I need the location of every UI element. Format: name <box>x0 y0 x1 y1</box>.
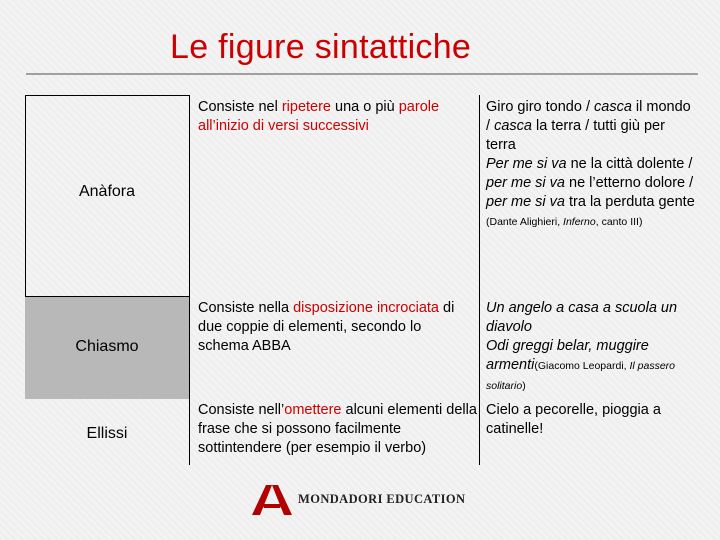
example-segment: Inferno <box>563 216 596 228</box>
publisher-logo <box>250 482 465 516</box>
example-segment: Un angelo a casa a scuola un diavolo <box>486 300 678 335</box>
example-chiasmo <box>486 299 700 396</box>
example-segment: ne l’etterno dolore / <box>564 175 694 191</box>
definition-segment: una o più <box>331 99 399 115</box>
title-divider <box>26 73 698 75</box>
example-segment: Giro giro tondo / <box>486 99 594 115</box>
example-segment: per me si va <box>486 175 565 191</box>
example-segment: il mondo / <box>486 99 691 134</box>
definition-segment: di due coppie di elementi, secondo lo schema ABBA <box>198 300 455 354</box>
table-row-divider-1 <box>25 296 189 297</box>
logo-text: MONDADORI EDUCATION <box>298 491 466 506</box>
example-segment: ne la città dolente / <box>566 156 693 172</box>
definition-segment: ripetere <box>281 99 331 115</box>
example-segment: , canto III) <box>595 216 643 228</box>
example-segment: Per me si va <box>486 156 567 172</box>
example-ellissi <box>486 401 698 439</box>
example-segment: (Giacomo Leopardi, <box>534 360 630 372</box>
example-segment: la terra / tutti giù per terra <box>486 118 665 153</box>
definition-segment: Consiste nel <box>198 99 282 115</box>
example-segment: tra la perduta gente <box>564 194 695 210</box>
definition-segment: omettere <box>284 402 342 418</box>
term-anafora: Anàfora <box>78 183 136 200</box>
example-segment: Cielo a pecorelle, pioggia a catinelle! <box>486 402 661 437</box>
example-anafora <box>486 98 698 232</box>
example-segment: per me si va <box>486 194 565 210</box>
term-ellissi: Ellissi <box>86 425 128 442</box>
definition-chiasmo <box>198 299 472 356</box>
definition-segment: Consiste nella <box>198 300 294 316</box>
table-col-divider-1 <box>189 95 190 465</box>
table-top-border <box>25 95 189 96</box>
definition-segment: parole all’inizio di versi successivi <box>198 99 440 134</box>
definition-ellissi <box>198 401 480 458</box>
definition-anafora <box>198 98 480 136</box>
example-segment: (Dante Alighieri, <box>486 216 564 228</box>
term-chiasmo: Chiasmo <box>75 338 139 355</box>
example-segment: Il passero solitario <box>486 360 676 392</box>
example-segment: casca <box>494 118 532 134</box>
definition-segment: disposizione incrociata <box>293 300 439 316</box>
example-segment: casca <box>594 99 632 115</box>
example-segment: ) <box>522 380 526 392</box>
page-title: Le figure sintattiche <box>170 28 472 66</box>
mondadori-a-logo-icon <box>250 482 294 516</box>
definition-segment: Consiste nell’ <box>198 402 285 418</box>
definition-segment: alcuni elementi della frase che si possono facilmente sottintendere (per esempio il verbo) <box>198 402 477 456</box>
example-segment: Odi greggi belar, muggire armenti <box>486 338 649 373</box>
